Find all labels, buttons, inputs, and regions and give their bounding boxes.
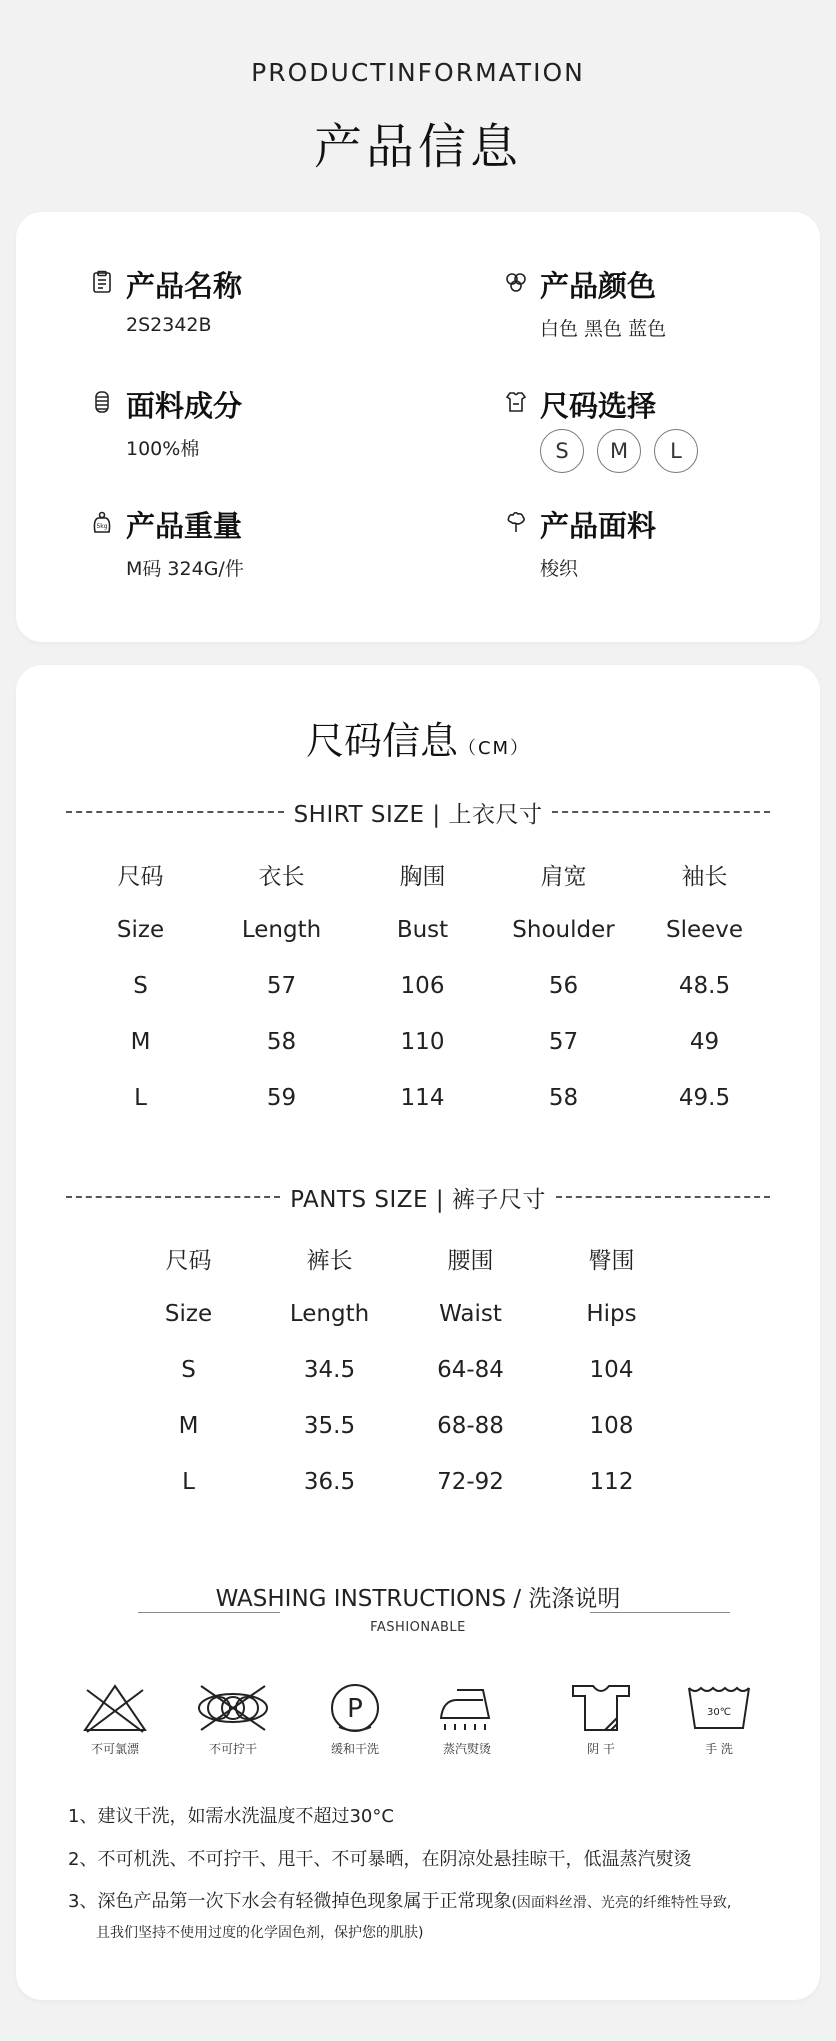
info-title: 产品名称 (126, 269, 243, 303)
wash-caption: 手 洗 (705, 1742, 733, 1756)
table-cell: 104 (589, 1357, 634, 1383)
table-row (70, 958, 775, 1014)
wash-item-dry-clean (310, 1682, 400, 1757)
dashed-line (66, 1196, 280, 1198)
header-cell: Sleeve (665, 917, 744, 943)
wash-caption: 不可氯漂 (90, 1742, 139, 1756)
table-cell: 68-88 (437, 1413, 504, 1439)
shirt-size-divider (66, 797, 770, 827)
table-cell: 59 (266, 1085, 297, 1111)
washing-note-3-cont: 且我们坚持不使用过度的化学固色剂，保护您的肌肤) (96, 1925, 424, 1941)
no-wring-icon (191, 1682, 275, 1734)
washing-divider-left (138, 1612, 280, 1613)
info-title: 尺码选择 (540, 389, 657, 423)
table-cell: S (181, 1357, 196, 1383)
table-header-cn (118, 1230, 682, 1286)
washing-note-3-detail: (因面料丝滑、光亮的纤维特性导致, (511, 1895, 732, 1911)
shirt-size-label: SHIRT SIZE | 上衣尺寸 (293, 801, 543, 828)
table-cell: 56 (548, 973, 579, 999)
svg-text:P: P (347, 1694, 363, 1724)
size-option-s[interactable]: S (540, 429, 584, 473)
header-cell: Size (116, 917, 165, 943)
table-row (118, 1342, 682, 1398)
table-cell: 36.5 (303, 1469, 356, 1495)
wash-item-no-bleach (70, 1682, 160, 1757)
header-cell: 裤长 (306, 1247, 353, 1274)
header-cell: Waist (439, 1301, 502, 1327)
table-cell: 64-84 (437, 1357, 504, 1383)
washing-note-3-text: 3、深色产品第一次下水会有轻微掉色现象属于正常现象 (68, 1891, 512, 1912)
info-title: 面料成分 (126, 389, 243, 423)
table-cell: L (134, 1085, 147, 1111)
cotton-icon (504, 510, 528, 534)
washing-divider-right (590, 1612, 730, 1613)
table-cell: 49 (689, 1029, 720, 1055)
no-bleach-icon (79, 1682, 151, 1734)
wash-caption: 蒸汽熨烫 (442, 1742, 491, 1756)
info-value: 梭织 (540, 558, 579, 580)
washing-note-2: 2、不可机洗、不可拧干、甩干、不可暴晒，在阴凉处悬挂晾干，低温蒸汽熨烫 (68, 1849, 692, 1870)
table-cell: 112 (589, 1469, 634, 1495)
table-cell: 57 (548, 1029, 579, 1055)
table-header-en (70, 902, 775, 958)
table-row (118, 1398, 682, 1454)
table-cell: M (130, 1029, 151, 1055)
size-options (540, 429, 698, 473)
shirt-size-icon (504, 390, 528, 414)
header-cell: 臀围 (588, 1247, 635, 1274)
wash-item-shade-dry (556, 1682, 646, 1757)
size-info-title-text: 尺码信息 (305, 719, 458, 763)
header-cell: Size (164, 1301, 213, 1327)
pants-size-divider (66, 1182, 770, 1212)
pants-size-table (118, 1230, 682, 1510)
table-cell: 114 (400, 1085, 445, 1111)
table-cell: 57 (266, 973, 297, 999)
header-cell: Length (241, 917, 322, 943)
hand-wash-temp: 30℃ (707, 1707, 731, 1718)
info-value: 100%棉 (126, 438, 200, 460)
size-option-m[interactable]: M (597, 429, 641, 473)
table-cell: 48.5 (678, 973, 731, 999)
table-cell: S (133, 973, 148, 999)
header-cell: Hips (586, 1301, 637, 1327)
dry-clean-icon (327, 1682, 383, 1734)
header-cell: 袖长 (681, 863, 728, 890)
info-title: 产品颜色 (540, 269, 657, 303)
table-cell: L (182, 1469, 195, 1495)
header-cell: 尺码 (117, 863, 164, 890)
dashed-line (66, 811, 284, 813)
header-cell: 尺码 (165, 1247, 212, 1274)
header-cell: Bust (396, 917, 449, 943)
shirt-size-table (70, 846, 775, 1126)
washing-note-3 (68, 1887, 731, 1913)
table-cell: 72-92 (437, 1469, 504, 1495)
washing-title: WASHING INSTRUCTIONS / 洗涤说明 (215, 1586, 621, 1612)
clipboard-icon (90, 270, 114, 294)
table-cell: 49.5 (678, 1085, 731, 1111)
wash-caption: 不可拧干 (208, 1742, 257, 1756)
header-cell: 衣长 (258, 863, 305, 890)
wash-item-no-wring (188, 1682, 278, 1757)
washing-note-1: 1、建议干洗，如需水洗温度不超过30°C (68, 1806, 394, 1827)
info-title: 产品面料 (540, 509, 657, 543)
table-header-cn (70, 846, 775, 902)
table-cell: 35.5 (303, 1413, 356, 1439)
table-row (70, 1070, 775, 1126)
table-cell: 34.5 (303, 1357, 356, 1383)
table-header-en (118, 1286, 682, 1342)
wash-caption: 阴 干 (587, 1742, 615, 1756)
size-info-unit: （CM） (457, 738, 531, 759)
header-cell: 肩宽 (540, 863, 587, 890)
wash-item-hand-wash (674, 1682, 764, 1757)
info-value: M码 324G/件 (126, 558, 244, 580)
palette-icon (504, 270, 528, 294)
washing-icons (70, 1682, 770, 1782)
header-chinese-title: 产品信息 (313, 119, 522, 175)
steam-iron-icon (435, 1682, 499, 1734)
table-row (70, 1014, 775, 1070)
svg-text:5kg: 5kg (96, 523, 108, 530)
info-title: 产品重量 (126, 509, 243, 543)
size-option-l[interactable]: L (654, 429, 698, 473)
table-cell: M (178, 1413, 199, 1439)
info-value: 2S2342B (126, 314, 212, 336)
table-cell: 108 (589, 1413, 634, 1439)
pants-size-label: PANTS SIZE | 裤子尺寸 (290, 1186, 546, 1213)
product-info-card (16, 212, 820, 642)
dashed-line (552, 811, 770, 813)
wash-caption: 缓和干洗 (330, 1742, 379, 1756)
shade-dry-icon (569, 1682, 633, 1734)
table-cell: 106 (400, 973, 445, 999)
dashed-line (556, 1196, 770, 1198)
washing-subtitle: FASHIONABLE (370, 1620, 466, 1635)
info-value: 白色 黑色 蓝色 (540, 318, 667, 340)
header-cell: 腰围 (447, 1247, 494, 1274)
table-cell: 110 (400, 1029, 445, 1055)
weight-icon (90, 510, 114, 534)
header-cell: 胸围 (399, 863, 446, 890)
header-english-title: PRODUCTINFORMATION (251, 58, 585, 87)
header-cell: Shoulder (512, 917, 615, 943)
table-row (118, 1454, 682, 1510)
yarn-icon (90, 390, 114, 414)
header-cell: Length (289, 1301, 370, 1327)
hand-wash-icon (685, 1682, 753, 1734)
wash-item-steam-iron (422, 1682, 512, 1757)
table-cell: 58 (266, 1029, 297, 1055)
size-info-title (0, 710, 836, 765)
table-cell: 58 (548, 1085, 579, 1111)
